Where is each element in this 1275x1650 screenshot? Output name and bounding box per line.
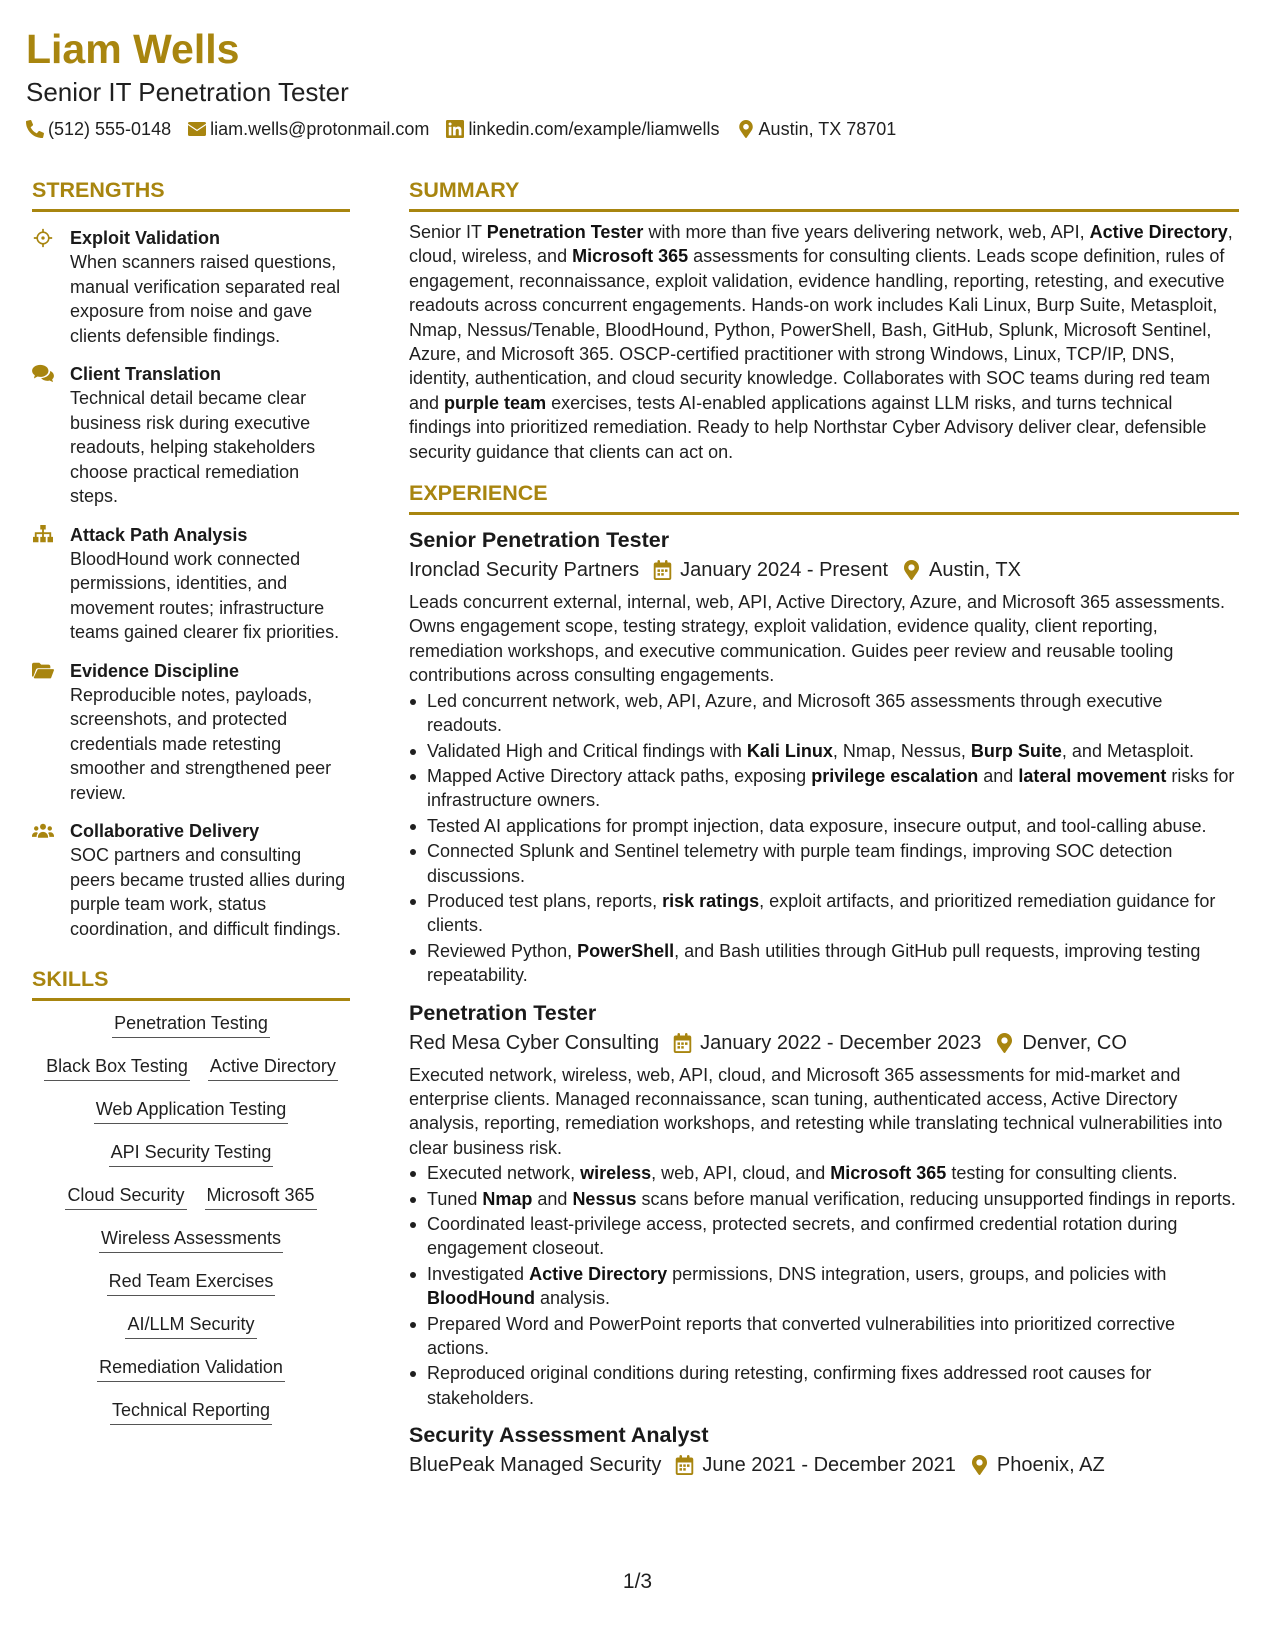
skill-row — [32, 1355, 350, 1382]
strength-title: Collaborative Delivery — [70, 821, 260, 841]
strength-desc: When scanners raised questions, manual verification separated real exposure from noise and gave clients defensible findings. — [70, 252, 341, 346]
job-bullets — [409, 1161, 1239, 1410]
strength-item — [32, 226, 350, 348]
job-bullets — [409, 689, 1239, 988]
strength-desc: BloodHound work connected permissions, identities, and movement routes; infrastructure teams gained clearer fix priorities. — [70, 548, 340, 642]
strength-title: Attack Path Analysis — [70, 524, 248, 545]
job-meta — [409, 1028, 1239, 1058]
job-company: Ironclad Security Partners — [409, 559, 640, 582]
job-description: Leads concurrent external, internal, web, API, Active Directory, Azure, and Microsoft 365 assessments. Owns engagement scope, testing strategy, exploit validation, evidence quality, client reporting, remediation workshops, and executive communication. Guides peer review and reusable tooling contributions across consulting engagements. — [409, 592, 1226, 686]
skill-row — [32, 1140, 350, 1167]
skill-tag: Web Application Testing — [94, 1097, 288, 1124]
envelope-icon — [188, 120, 206, 138]
strength-title: Exploit Validation — [70, 228, 221, 248]
bullet-item: Reviewed Python, PowerShell, and Bash utilities through GitHub pull requests, improving testing repeatability. — [409, 939, 1239, 988]
job-location: Austin, TX — [929, 559, 1021, 582]
map-pin-icon — [737, 120, 755, 138]
linkedin-icon — [446, 120, 464, 138]
left-column — [32, 176, 350, 1425]
skill-row — [32, 1011, 350, 1038]
job-title: Senior Penetration Tester — [409, 528, 670, 553]
skills-heading: SKILLS — [32, 965, 350, 1001]
job-company: Red Mesa Cyber Consulting — [409, 1031, 660, 1054]
map-pin-icon — [902, 560, 921, 580]
strength-item — [32, 819, 350, 941]
strength-item — [32, 523, 350, 645]
candidate-title: Senior IT Penetration Tester — [26, 77, 349, 107]
job-meta — [409, 555, 1239, 585]
bullet-item: Executed network, wireless, web, API, cloud, and Microsoft 365 testing for consulting clients. — [409, 1161, 1239, 1185]
contact-phone — [26, 117, 171, 141]
contact-location — [737, 117, 897, 141]
job-location: Denver, CO — [1022, 1031, 1127, 1054]
sitemap-icon — [32, 525, 54, 545]
email-text[interactable]: liam.wells@protonmail.com — [210, 119, 430, 139]
strength-title: Client Translation — [70, 364, 222, 384]
skill-tag: Technical Reporting — [110, 1398, 272, 1425]
skill-tag: Microsoft 365 — [205, 1183, 317, 1210]
right-column — [409, 176, 1239, 1480]
users-icon — [32, 821, 54, 841]
candidate-name: Liam Wells — [26, 26, 240, 72]
comments-icon — [32, 364, 54, 384]
skill-tag: Red Team Exercises — [107, 1269, 276, 1296]
contact-bar — [26, 117, 1256, 141]
calendar-icon — [653, 560, 672, 580]
job-meta — [409, 1450, 1239, 1480]
summary-heading: SUMMARY — [409, 176, 1239, 212]
job-dates: June 2021 - December 2021 — [702, 1454, 956, 1477]
strength-desc: Reproducible notes, payloads, screenshots, and protected credentials made retesting smoother and strengthened peer review. — [70, 684, 332, 803]
strength-item — [32, 362, 350, 509]
folder-open-icon — [32, 661, 54, 681]
job-location: Phoenix, AZ — [996, 1454, 1105, 1477]
linkedin-text[interactable]: linkedin.com/example/liamwells — [468, 119, 720, 139]
contact-email[interactable] — [188, 117, 429, 141]
skill-tag: Active Directory — [208, 1054, 338, 1081]
skill-tag: Black Box Testing — [44, 1054, 190, 1081]
job-dates: January 2024 - Present — [680, 559, 889, 582]
strength-desc: SOC partners and consulting peers became trusted allies during purple team work, status coordination, and difficult findings. — [70, 845, 346, 939]
skill-row — [32, 1398, 350, 1425]
bullet-item: Tuned Nmap and Nessus scans before manual verification, reducing unsupported findings in reports. — [409, 1187, 1239, 1211]
job-title: Penetration Tester — [409, 1000, 597, 1025]
job-entry — [409, 525, 1239, 988]
skill-tag: Remediation Validation — [97, 1355, 285, 1382]
contact-linkedin[interactable] — [446, 117, 719, 141]
job-description: Executed network, wireless, web, API, cloud, and Microsoft 365 assessments for mid-market and enterprise clients. Managed reconnaissance, scan tuning, authenticated access, Active Directory analysis, reporting, remediation workshops, and retesting while translating technical vulnerabilities into clear business risk. — [409, 1064, 1223, 1158]
job-entry — [409, 1420, 1239, 1480]
resume-header — [26, 24, 1256, 141]
bullet-item: Validated High and Critical findings with Kali Linux, Nmap, Nessus, Burp Suite, and Metasploit. — [409, 739, 1239, 763]
strengths-heading: STRENGTHS — [32, 176, 350, 212]
map-pin-icon — [995, 1033, 1014, 1053]
strength-title: Evidence Discipline — [70, 660, 240, 681]
calendar-icon — [675, 1455, 694, 1475]
bullet-item: Coordinated least-privilege access, protected secrets, and confirmed credential rotation during engagement closeout. — [409, 1212, 1239, 1261]
skill-tag: Cloud Security — [65, 1183, 186, 1210]
bullet-item: Prepared Word and PowerPoint reports that converted vulnerabilities into prioritized corrective actions. — [409, 1312, 1239, 1361]
page-number: 1/3 — [622, 1570, 653, 1593]
skill-tag: Wireless Assessments — [99, 1226, 283, 1253]
bullet-item: Connected Splunk and Sentinel telemetry with purple team findings, improving SOC detection discussions. — [409, 839, 1239, 888]
skill-row — [32, 1097, 350, 1124]
skill-row — [32, 1226, 350, 1253]
map-pin-icon — [970, 1455, 989, 1475]
job-entry — [409, 998, 1239, 1411]
skill-row — [32, 1312, 350, 1339]
bullet-item: Mapped Active Directory attack paths, exposing privilege escalation and lateral movement risks for infrastructure owners. — [409, 764, 1239, 813]
bullet-item: Investigated Active Directory permissions, DNS integration, users, groups, and policies with BloodHound analysis. — [409, 1262, 1239, 1311]
skills-list — [32, 1011, 350, 1425]
summary-text: Senior IT Penetration Tester with more than five years delivering network, web, API, Active Directory, cloud, wireless, and Microsoft 365 assessments for consulting clients. Leads scope definition, rules of engagement, reconnaissance, exploit validation, evidence handling, reporting, retesting, and executive readouts across concurrent engagements. Hands-on work includes Kali Linux, Burp Suite, Metasploit, Nmap, Nessus/Tenable, BloodHound, Python, PowerShell, Bash, GitHub, Splunk, Microsoft Sentinel, Azure, and Microsoft 365. OSCP-certified practitioner with strong Windows, Linux, TCP/IP, DNS, identity, authentication, and cloud security knowledge. Collaborates with SOC teams during red team and purple team exercises, tests AI-enabled applications against LLM risks, and turns technical findings into prioritized remediation. Ready to help Northstar Cyber Advisory deliver clear, defensible security guidance that clients can act on. — [409, 222, 1233, 462]
strength-item — [32, 659, 350, 806]
phone-text: (512) 555-0148 — [48, 119, 172, 139]
strength-desc: Technical detail became clear business risk during executive readouts, helping stakeholders choose practical remediation steps. — [70, 388, 316, 506]
experience-heading: EXPERIENCE — [409, 479, 1239, 515]
crosshairs-icon — [32, 228, 54, 248]
skill-tag: AI/LLM Security — [125, 1312, 256, 1339]
skill-row — [32, 1054, 350, 1081]
skill-row — [32, 1183, 350, 1210]
calendar-icon — [673, 1033, 692, 1053]
skill-row — [32, 1269, 350, 1296]
bullet-item: Produced test plans, reports, risk ratings, exploit artifacts, and prioritized remediation guidance for clients. — [409, 889, 1239, 938]
skill-tag: API Security Testing — [109, 1140, 274, 1167]
bullet-item: Tested AI applications for prompt injection, data exposure, insecure output, and tool-calling abuse. — [409, 814, 1239, 838]
bullet-item: Reproduced original conditions during retesting, confirming fixes addressed root causes for stakeholders. — [409, 1361, 1239, 1410]
job-title: Security Assessment Analyst — [409, 1423, 709, 1448]
phone-icon — [26, 120, 44, 138]
job-dates: January 2022 - December 2023 — [700, 1031, 982, 1054]
bullet-item: Led concurrent network, web, API, Azure, and Microsoft 365 assessments through executive readouts. — [409, 689, 1239, 738]
location-text: Austin, TX 78701 — [758, 119, 897, 139]
job-company: BluePeak Managed Security — [409, 1454, 662, 1477]
skill-tag: Penetration Testing — [112, 1011, 270, 1038]
